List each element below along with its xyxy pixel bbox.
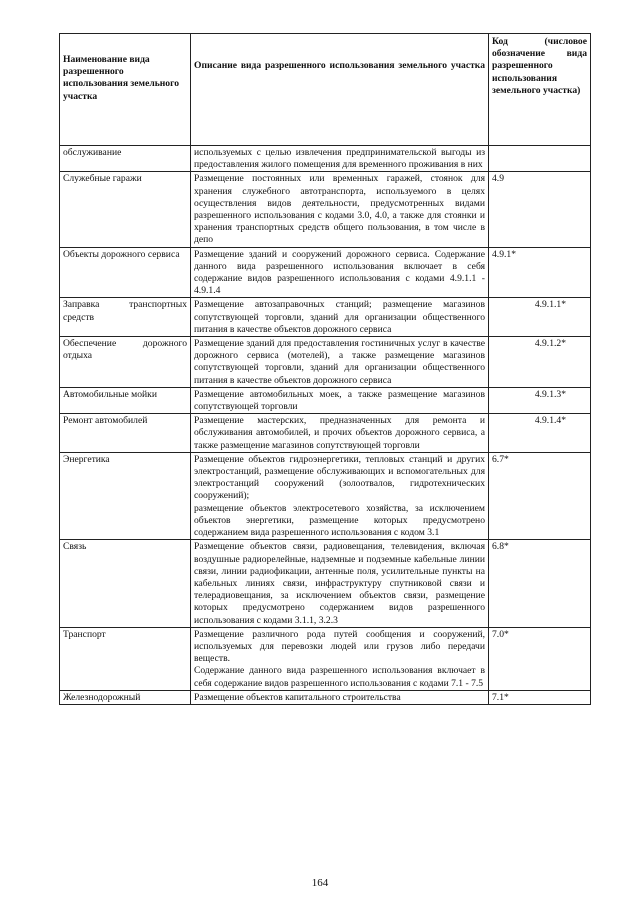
land-use-name-cell: Транспорт xyxy=(60,627,191,690)
land-use-code-cell: 7.1* xyxy=(489,690,591,704)
land-use-name-cell: Ремонт автомобилей xyxy=(60,414,191,453)
land-use-name-cell: Служебные гаражи xyxy=(60,172,191,247)
description-paragraph: Размещение объектов гидроэнергетики, тепловых станций и других электростанций, размещение обслуживающих и вспомогательных для электростанций сооружений (золоотвалов, гидротехнических сооружений); xyxy=(194,453,485,502)
land-use-code-cell: 7.0* xyxy=(489,627,591,690)
land-use-description-cell xyxy=(191,387,489,413)
description-paragraph: Размещение зданий для предоставления гостиничных услуг в качестве дорожного сервиса (мотелей), а также размещение магазинов сопутствующей торговли, зданий для организации общественного питания в качестве объектов дорожного сервиса xyxy=(194,338,485,386)
land-use-name-cell: Связь xyxy=(60,540,191,627)
description-paragraph: размещение объектов электросетевого хозяйства, за исключением объектов энергетики, размещение которых предусмотрено содержанием вида разрешенного использования с кодом 3.1 xyxy=(194,502,485,539)
land-use-name-cell: Объекты дорожного сервиса xyxy=(60,247,191,298)
description-paragraph: используемых с целью извлечения предпринимательской выгоды из предоставления жилого помещения для временного проживания в них xyxy=(194,147,485,171)
table-row xyxy=(60,690,591,704)
description-paragraph: Размещение автомобильных моек, а также размещение магазинов сопутствующей торговли xyxy=(194,388,485,413)
table-row xyxy=(60,172,591,247)
land-use-name-cell: Автомобильные мойки xyxy=(60,387,191,413)
table-row xyxy=(60,387,591,413)
land-use-description-cell xyxy=(191,414,489,453)
land-use-description-cell xyxy=(191,146,489,172)
land-use-description-cell xyxy=(191,247,489,298)
land-use-name-cell: Железнодорожный xyxy=(60,690,191,704)
description-paragraph: Размещение мастерских, предназначенных для ремонта и обслуживания автомобилей, и прочих объектов дорожного сервиса, а также размещение магазинов сопутствующей торговли xyxy=(194,415,485,451)
table-row xyxy=(60,627,591,690)
description-paragraph: Размещение постоянных или временных гаражей, стоянок для хранения служебного автотранспорта, используемого в целях осуществления видов деятельности, предусмотренных видами разрешенного использования с кодами 3.0, 4.0, а также для стоянки и хранения транспортных средств общего пользования, в том числе в депо xyxy=(194,173,485,246)
land-use-description-cell xyxy=(191,540,489,627)
land-use-code-cell: 4.9.1.3* xyxy=(489,387,591,413)
land-use-code-cell: 4.9.1* xyxy=(489,247,591,298)
land-use-code-cell: 6.7* xyxy=(489,452,591,539)
description-paragraph: Размещение зданий и сооружений дорожного сервиса. Содержание данного вида разрешенного использования включает в себя содержание видов разрешенного использования с кодами 4.9.1.1 - 4.9.1.4 xyxy=(194,248,485,297)
land-use-description-cell xyxy=(191,452,489,539)
table-row xyxy=(60,540,591,627)
land-use-description-cell xyxy=(191,690,489,704)
header-code-cell: Код (числовое обозначение вида разрешенного использования земельного участка) xyxy=(489,34,591,146)
land-use-table xyxy=(59,33,591,705)
table-row xyxy=(60,337,591,388)
land-use-name-cell: Обеспечение дорожного отдыха xyxy=(60,337,191,388)
page-number: 164 xyxy=(311,877,329,889)
land-use-description-cell xyxy=(191,337,489,388)
description-paragraph: Размещение автозаправочных станций; размещение магазинов сопутствующей торговли, зданий для организации общественного питания в качестве объектов дорожного сервиса xyxy=(194,299,485,335)
table-row xyxy=(60,247,591,298)
table-row xyxy=(60,452,591,539)
land-use-code-cell: 4.9.1.2* xyxy=(489,337,591,388)
land-use-name-cell: Заправка транспортных средств xyxy=(60,298,191,337)
land-use-code-cell: 4.9.1.4* xyxy=(489,414,591,453)
table-row xyxy=(60,298,591,337)
header-name-cell: Наименование вида разрешенного использования земельного участка xyxy=(60,34,191,146)
description-paragraph: Размещение различного рода путей сообщения и сооружений, используемых для перевозки людей или грузов либо передачи веществ. xyxy=(194,628,485,665)
land-use-code-cell: 4.9 xyxy=(489,172,591,247)
land-use-code-cell: 6.8* xyxy=(489,540,591,627)
land-use-name-cell: Энергетика xyxy=(60,452,191,539)
land-use-code-cell xyxy=(489,146,591,172)
land-use-description-cell xyxy=(191,298,489,337)
table-header-row xyxy=(60,34,591,146)
land-use-description-cell xyxy=(191,627,489,690)
document-page xyxy=(59,33,590,705)
land-use-name-cell: обслуживание xyxy=(60,146,191,172)
description-paragraph: Размещение объектов капитального строительства xyxy=(194,691,401,703)
table-row xyxy=(60,414,591,453)
header-description-cell: Описание вида разрешенного использования земельного участка xyxy=(191,34,489,146)
table-row xyxy=(60,146,591,172)
land-use-description-cell xyxy=(191,172,489,247)
land-use-code-cell: 4.9.1.1* xyxy=(489,298,591,337)
description-paragraph: Содержание данного вида разрешенного использования включает в себя содержание видов разрешенного использования с кодами 7.1 - 7.5 xyxy=(194,665,485,689)
description-paragraph: Размещение объектов связи, радиовещания, телевидения, включая воздушные радиорелейные, надземные и подземные кабельные линии связи, линии радиофикации, антенные поля, усилительные пункты на кабельных линиях связи, инфраструктуру спутниковой связи и телерадиовещания, за исключением объектов связи, размещение которых предусмотрено содержанием видов разрешенного использования с кодами 3.1.1, 3.2.3 xyxy=(194,541,485,626)
